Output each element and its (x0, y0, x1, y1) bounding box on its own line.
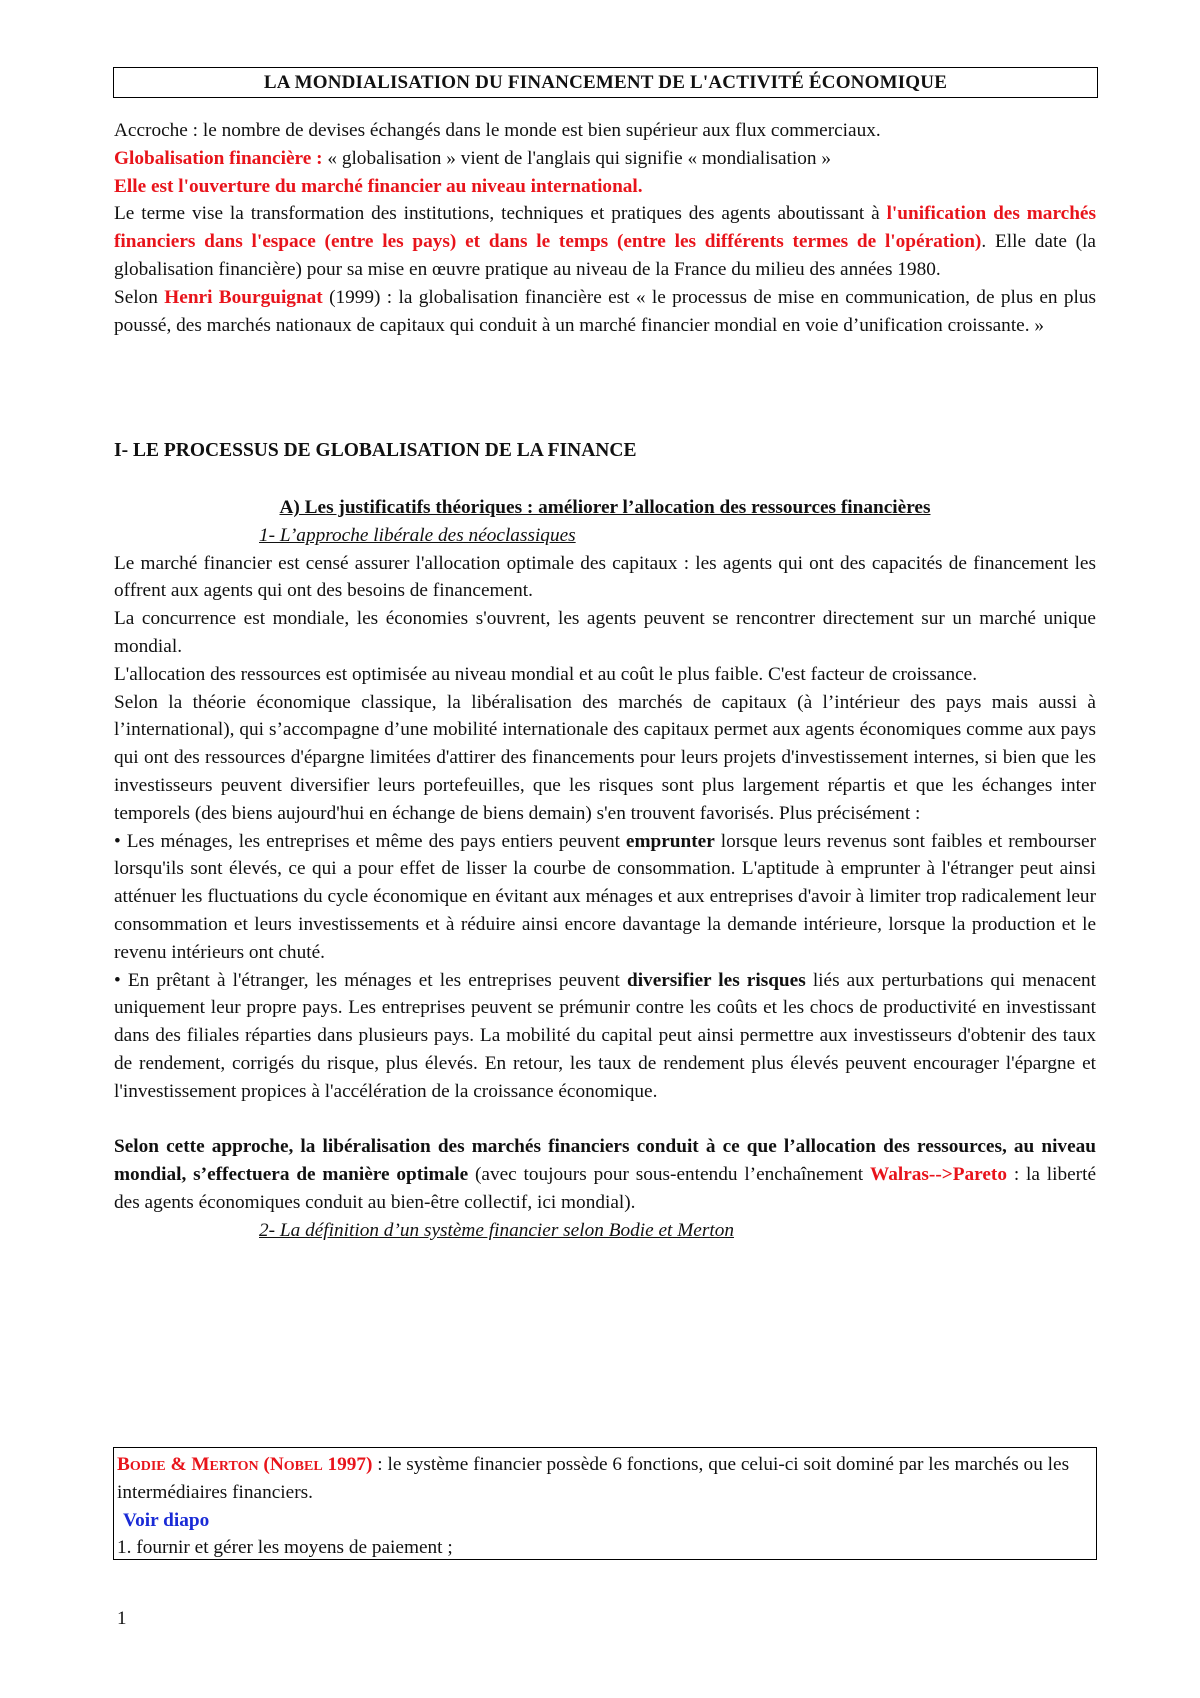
conclusion-bold: Selon cette approche, la libéralisation des marchés financiers conduit à ce que l’allocation des ressources, au niveau mondial, s’effectuera de manière optimale (114, 1136, 1096, 1186)
paragraph-allocation: Le marché financier est censé assurer l'allocation optimale des capitaux : les agents qui ont des capacités de financement les offrent aux agents qui ont des besoins de financement. (114, 552, 1096, 602)
ouverture-definition: Elle est l'ouverture du marché financier au niveau international. (114, 175, 643, 197)
bodie-merton-name: Bodie & Merton (Nobel 1997) (117, 1454, 373, 1475)
bullet-emprunter (114, 828, 1096, 967)
accroche-text: Accroche : le nombre de devises échangés dans le monde est bien supérieur aux flux commerciaux. (114, 120, 881, 141)
bullet-diversifier (114, 967, 1096, 1106)
unification-highlight: l'unification des marchés financiers dans l'espace (entre les pays) et dans le temps (entre les différents termes de l'opération) (114, 203, 1096, 253)
globalisation-definition (114, 145, 1096, 173)
paragraph-theorie-classique: Selon la théorie économique classique, la libéralisation des marchés de capitaux (à l’intérieur des pays mais aussi à l’international), qui s’accompagne d’une mobilité internationale des capitaux permet aux agents économiques comme aux pays qui ont des ressources d'épargne limitées d'attirer des financements pour leurs projets d'investissement internes, si bien que les investisseurs peuvent diversifier leurs portefeuilles, que les risques sont plus largement répartis et que les échanges inter temporels (des biens aujourd'hui en échange de biens demain) s'en trouvent favorisés. Plus précisément : (114, 691, 1096, 824)
paragraph-optimisee: L'allocation des ressources est optimisée au niveau mondial et au coût le plus faible. C'est facteur de croissance. (114, 663, 978, 685)
bourguignat-citation: (1999) : la globalisation financière est « le processus de mise en communication, de plus en plus poussé, des marchés nationaux de capitaux qui conduit à un marché financier mondial en voie d’unification croissante. » (114, 286, 1096, 336)
section-1-body (114, 494, 1096, 1245)
page-number: 1 (117, 1608, 127, 1629)
section-heading-1: I- LE PROCESSUS DE GLOBALISATION DE LA FINANCE (114, 440, 637, 461)
walras-pareto: Walras-->Pareto (870, 1164, 1007, 1186)
terme-paragraph (114, 200, 1096, 283)
bullet-2-text-b: liés aux perturbations qui menacent uniquement leur propre pays. Les entreprises peuvent se prémunir contre les coûts et les chocs de productivité en investissant dans des filiales réparties dans plusieurs pays. La mobilité du capital peut ainsi permettre aux investisseurs d'obtenir des taux de rendement, corrigés du risque, plus élevés. En retour, les taux de rendement plus élevés peuvent encourager l'épargne et l'investissement propices à l'accélération de la croissance économique. (114, 969, 1097, 1102)
bodie-merton-box (113, 1447, 1097, 1560)
globalisation-label: Globalisation financière : (114, 147, 323, 169)
conclusion-text-a: (avec toujours pour sous-entendu l’enchaînement (468, 1164, 870, 1186)
bullet-2-text-a: • En prêtant à l'étranger, les ménages et les entreprises peuvent (114, 969, 627, 991)
terme-text-b: . Elle date (la globalisation financière) pour sa mise en œuvre pratique au niveau de la France du milieu des années 1980. (114, 231, 1096, 280)
bodie-merton-text: : le système financier possède 6 fonctions, que celui-ci soit dominé par les marchés ou les intermédiaires financiers. (117, 1454, 1070, 1503)
bullet-1-bold: emprunter (625, 830, 715, 852)
terme-text-a: Le terme vise la transformation des institutions, techniques et pratiques des agents aboutissant à (114, 203, 887, 225)
bodie-merton-intro (117, 1451, 1093, 1507)
bullet-2-bold: diversifier les risques (626, 969, 806, 991)
selon-text: Selon (114, 286, 165, 308)
document-title: LA MONDIALISATION DU FINANCEMENT DE L'ACTIVITÉ ÉCONOMIQUE (113, 67, 1098, 98)
intro-section (114, 117, 1096, 339)
voir-diapo-link[interactable]: Voir diapo (123, 1509, 210, 1531)
subsection-a-heading: A) Les justificatifs théoriques : améliorer l’allocation des ressources financières (279, 497, 931, 518)
bourguignat-quote (114, 284, 1096, 340)
paragraph-concurrence: La concurrence est mondiale, les économies s'ouvrent, les agents peuvent se rencontrer directement sur un marché unique mondial. (114, 608, 1096, 657)
bullet-1-text-a: • Les ménages, les entreprises et même des pays entiers peuvent (114, 830, 626, 852)
globalisation-text: « globalisation » vient de l'anglais qui signifie « mondialisation » (322, 147, 831, 169)
conclusion-paragraph (114, 1133, 1096, 1216)
subsection-2-heading: 2- La définition d’un système financier selon Bodie et Merton (259, 1219, 734, 1241)
bourguignat-name: Henri Bourguignat (164, 286, 323, 308)
function-item-1: 1. fournir et gérer les moyens de paiement ; (117, 1537, 453, 1559)
bullet-1-text-b: lorsque leurs revenus sont faibles et rembourser lorsqu'ils sont élevés, ce qui a pour effet de lisser la courbe de consommation. L'aptitude à emprunter à l'étranger peut ainsi atténuer les fluctuations du cycle économique en évitant aux ménages et aux entreprises d'avoir à limiter trop radicalement leur consommation et leurs investissements et à réduire ainsi encore davantage la demande intérieure, lorsque la production et le revenu intérieurs ont chuté. (114, 830, 1096, 963)
subsection-1-heading: 1- L’approche libérale des néoclassiques (259, 524, 576, 546)
conclusion-text-b: : la liberté des agents économiques conduit au bien-être collectif, ici mondial). (114, 1164, 1097, 1213)
